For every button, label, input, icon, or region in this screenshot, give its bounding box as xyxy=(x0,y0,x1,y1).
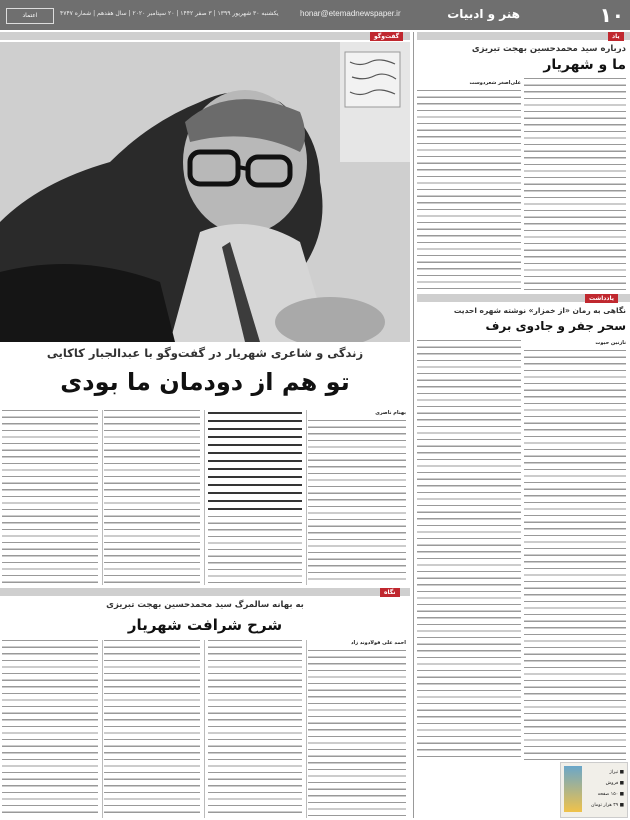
book-ad-line: ■ فروش xyxy=(605,781,624,786)
book-cover-icon xyxy=(564,766,582,812)
portrait-illustration xyxy=(0,42,410,342)
dateline: یکشنبه ۳۰ شهریور ۱۳۹۹ | ۳ صفر ۱۴۴۲ | ۲۰ سپتامبر ۲۰۲۰ | سال هفدهم | شماره ۴۷۴۷ xyxy=(60,10,279,17)
interview-column-1 xyxy=(308,420,406,585)
section-title: هنر و ادبیات xyxy=(447,7,520,21)
right-article2-col-b xyxy=(417,340,521,760)
interview-author: بهنام ناصری xyxy=(375,410,406,416)
bottom-tag-bar xyxy=(0,588,410,596)
main-divider xyxy=(413,32,414,818)
column-divider xyxy=(204,410,205,585)
bottom-body xyxy=(0,640,410,818)
bottom-column-2 xyxy=(208,640,302,818)
interview-column-4 xyxy=(2,410,98,585)
book-ad-line: ■ ۱۵۰ صفحه xyxy=(597,792,624,797)
interview-tag: گفت‌وگو xyxy=(370,32,403,41)
shahriar-photo xyxy=(0,42,410,342)
bottom-column-3 xyxy=(104,640,200,818)
book-ad-line: ■ ۳۹ هزار تومان xyxy=(590,803,624,808)
bottom-author: احمد علی فولادوند زاد xyxy=(350,640,406,646)
bottom-tag: نگاه xyxy=(380,588,400,597)
interview-title: تو هم از دودمان ما بودی xyxy=(60,368,350,396)
right-article-col-b xyxy=(417,90,521,290)
right-title-2: سحر جفر و جادوی برف xyxy=(485,319,626,333)
page-number: ۱۰ xyxy=(599,3,624,27)
column-divider xyxy=(306,410,307,585)
interview-subtitle: زندگی و شاعری شهریار در گفت‌وگو با عبدالجبار کاکایی xyxy=(46,346,364,360)
bottom-title: شرح شرافت شهریار xyxy=(127,616,283,634)
right-article-col-a xyxy=(524,78,626,290)
right-title: ما و شهریار xyxy=(543,57,626,73)
newspaper-logo: اعتماد xyxy=(6,8,54,24)
bottom-kicker: به بهانه سالمرگ سید محمدحسین بهجت تبریزی xyxy=(106,600,304,610)
right-kicker-2: نگاهی به رمان «از خمزار» نوشته شهره احدیت xyxy=(453,306,626,315)
book-ad-line: ■ تیراژ xyxy=(609,770,624,775)
interview-column-2 xyxy=(208,516,302,585)
bottom-column-1 xyxy=(308,650,406,818)
interview-pullquote xyxy=(208,412,302,512)
right-author-2: نازنین حیوت xyxy=(595,340,626,346)
right-tag: یاد xyxy=(608,32,624,41)
interview-column-3 xyxy=(104,410,200,585)
interview-body xyxy=(0,410,410,585)
right-article2-col-a xyxy=(524,350,626,760)
page-header xyxy=(0,0,630,30)
bottom-column-4 xyxy=(2,640,98,818)
book-ad-details xyxy=(584,767,624,811)
section-email[interactable]: honar@etemadnewspaper.ir xyxy=(300,9,401,18)
column-divider xyxy=(306,640,307,818)
right-kicker: درباره سید محمدحسین بهجت تبریزی xyxy=(471,44,626,54)
column-divider xyxy=(102,640,103,818)
column-divider xyxy=(204,640,205,818)
column-divider xyxy=(102,410,103,585)
book-ad[interactable] xyxy=(560,762,628,818)
right-author: علی‌اصغر شعردوست xyxy=(469,80,521,86)
right-tag-2: یادداشت xyxy=(585,294,618,303)
interview-tag-bar xyxy=(0,32,410,40)
right-tag-bar xyxy=(417,32,630,40)
